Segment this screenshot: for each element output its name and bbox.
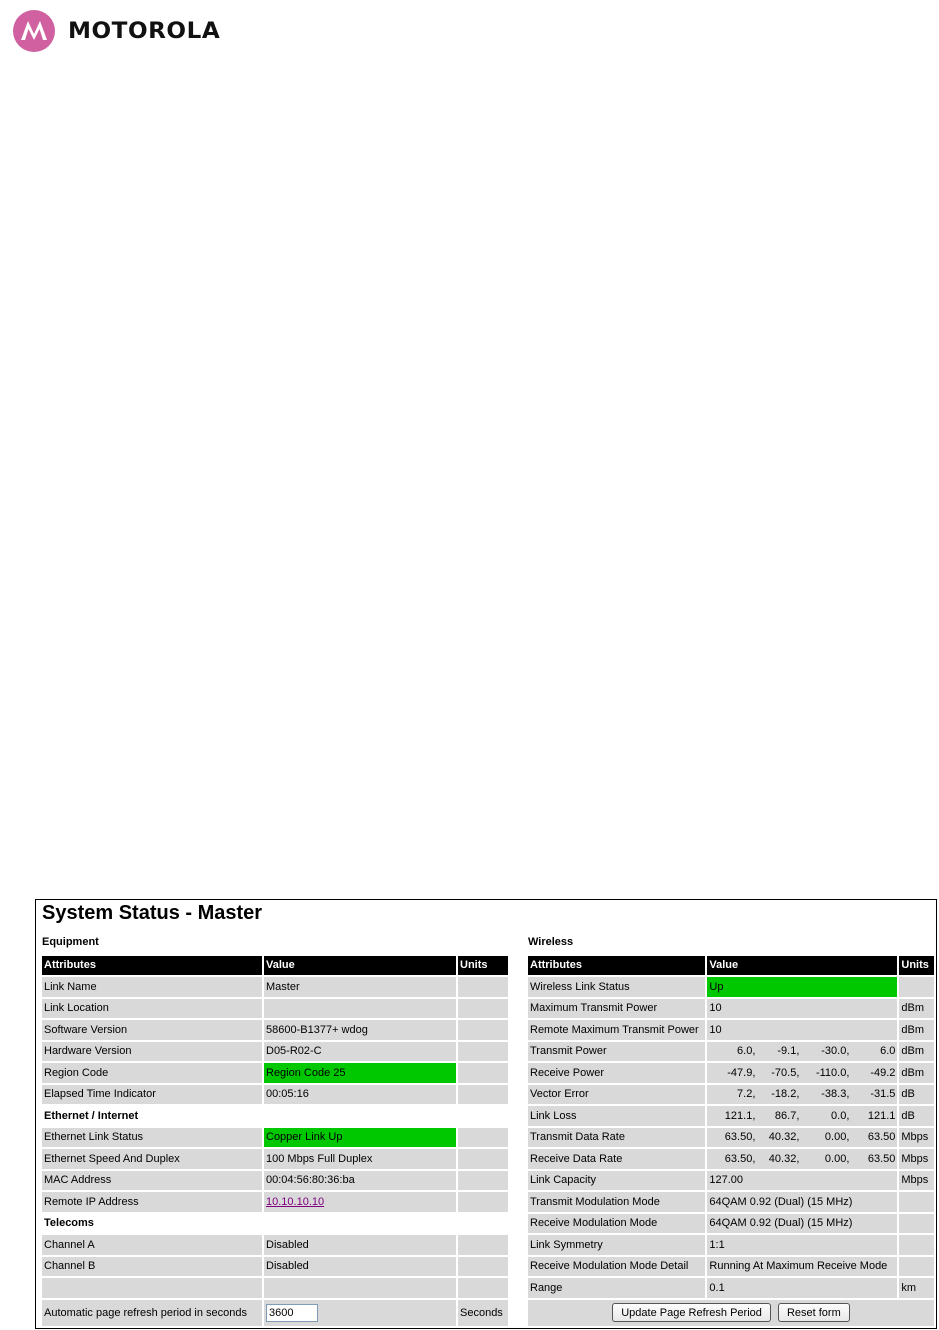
row-attribute: Receive Data Rate xyxy=(528,1149,705,1169)
table-row xyxy=(42,977,508,997)
wireless-section-title: Wireless xyxy=(528,936,574,948)
table-row xyxy=(528,1085,934,1105)
table-row xyxy=(528,1257,934,1277)
stat-value: -18.2, xyxy=(771,1088,800,1101)
stat-value: 86.7, xyxy=(774,1109,800,1122)
row-value: 10 xyxy=(707,1020,897,1040)
row-units xyxy=(899,1235,934,1255)
row-units xyxy=(458,1128,508,1148)
row-value: 64QAM 0.92 (Dual) (15 MHz) xyxy=(707,1192,897,1212)
row-units xyxy=(458,1149,508,1169)
stat-value: 63.50, xyxy=(724,1152,756,1165)
stat-value: 63.50, xyxy=(724,1131,756,1144)
row-units: dB xyxy=(899,1085,934,1105)
motorola-logo xyxy=(13,9,221,53)
row-value xyxy=(707,1042,897,1062)
stat-value: -47.9, xyxy=(727,1066,756,1079)
row-units xyxy=(458,1257,508,1277)
remote-ip-link[interactable]: 10.10.10.10 xyxy=(266,1195,325,1208)
row-value: Disabled xyxy=(264,1257,456,1277)
row-value: 10 xyxy=(707,999,897,1019)
table-row xyxy=(42,1020,508,1040)
row-value xyxy=(707,1106,897,1126)
row-units xyxy=(458,977,508,997)
row-units xyxy=(899,1257,934,1277)
row-attribute: Region Code xyxy=(42,1063,262,1083)
table-row xyxy=(42,1042,508,1062)
region-code-status: Region Code 25 xyxy=(264,1063,456,1083)
row-value xyxy=(707,1085,897,1105)
row-attribute: Remote Maximum Transmit Power xyxy=(528,1020,705,1040)
row-attribute: Hardware Version xyxy=(42,1042,262,1062)
reset-form-button[interactable]: Reset form xyxy=(778,1303,850,1322)
row-value: 0.1 xyxy=(707,1278,897,1298)
row-attribute: Receive Power xyxy=(528,1063,705,1083)
row-attribute: Link Name xyxy=(42,977,262,997)
table-row xyxy=(528,999,934,1019)
table-row xyxy=(528,1278,934,1298)
row-value: D05-R02-C xyxy=(264,1042,456,1062)
empty-cell xyxy=(42,1278,262,1298)
wireless-column xyxy=(526,932,936,1328)
row-value: Running At Maximum Receive Mode xyxy=(707,1257,897,1277)
stat-value: 40.32, xyxy=(768,1152,800,1165)
stat-value: -31.5 xyxy=(870,1088,896,1101)
table-row xyxy=(528,1171,934,1191)
stat-value: 6.0 xyxy=(880,1045,896,1058)
stat-value: 0.0, xyxy=(831,1109,850,1122)
equipment-column xyxy=(40,932,510,1328)
row-units xyxy=(899,1214,934,1234)
section-row xyxy=(42,1214,508,1234)
row-units xyxy=(458,1235,508,1255)
row-attribute: Ethernet Link Status xyxy=(42,1128,262,1148)
row-value xyxy=(707,1063,897,1083)
refresh-row xyxy=(42,1300,508,1326)
header-attributes: Attributes xyxy=(42,956,262,976)
row-attribute: Transmit Power xyxy=(528,1042,705,1062)
row-value xyxy=(707,1128,897,1148)
table-row xyxy=(42,1192,508,1212)
button-row xyxy=(528,1300,934,1326)
page-title: System Status - Master xyxy=(42,902,263,924)
empty-row xyxy=(42,1278,508,1298)
stat-value: 63.50 xyxy=(867,1152,896,1165)
row-value: Master xyxy=(264,977,456,997)
row-attribute: Range xyxy=(528,1278,705,1298)
table-row xyxy=(528,1235,934,1255)
row-units: Mbps xyxy=(899,1171,934,1191)
table-row xyxy=(42,1063,508,1083)
row-value: Disabled xyxy=(264,1235,456,1255)
empty-cell xyxy=(264,1278,456,1298)
table-row xyxy=(528,1042,934,1062)
empty-cell xyxy=(458,1278,508,1298)
table-row xyxy=(528,977,934,997)
row-units: dB xyxy=(899,1106,934,1126)
row-units xyxy=(458,1192,508,1212)
table-row xyxy=(528,1063,934,1083)
header-value: Value xyxy=(264,956,456,976)
stat-value: 0.00, xyxy=(824,1152,850,1165)
row-units xyxy=(899,977,934,997)
wireless-table xyxy=(526,954,936,1328)
row-units: dBm xyxy=(899,1042,934,1062)
table-row xyxy=(42,1149,508,1169)
row-value: 58600-B1377+ wdog xyxy=(264,1020,456,1040)
table-row xyxy=(528,1020,934,1040)
row-attribute: Link Symmetry xyxy=(528,1235,705,1255)
stat-value: -70.5, xyxy=(771,1066,800,1079)
row-attribute: Remote IP Address xyxy=(42,1192,262,1212)
row-value: 1:1 xyxy=(707,1235,897,1255)
row-units: km xyxy=(899,1278,934,1298)
telecoms-section-title: Telecoms xyxy=(42,1214,508,1234)
row-attribute: Receive Modulation Mode Detail xyxy=(528,1257,705,1277)
remote-ip-cell xyxy=(264,1192,456,1212)
form-buttons xyxy=(528,1300,934,1326)
stat-value: -38.3, xyxy=(821,1088,850,1101)
row-units xyxy=(458,1042,508,1062)
row-value: 100 Mbps Full Duplex xyxy=(264,1149,456,1169)
row-units: dBm xyxy=(899,999,934,1019)
stat-value: 40.32, xyxy=(768,1131,800,1144)
stat-value: -110.0, xyxy=(815,1066,850,1079)
row-units xyxy=(458,999,508,1019)
table-row xyxy=(42,1128,508,1148)
row-units: dBm xyxy=(899,1063,934,1083)
equipment-table xyxy=(40,954,510,1328)
row-value: 00:05:16 xyxy=(264,1085,456,1105)
row-units: Mbps xyxy=(899,1128,934,1148)
equipment-section-title: Equipment xyxy=(42,936,99,948)
refresh-label: Automatic page refresh period in seconds xyxy=(42,1300,262,1326)
stat-value: 63.50 xyxy=(867,1131,896,1144)
row-attribute: Channel A xyxy=(42,1235,262,1255)
motorola-batwing-icon xyxy=(13,10,55,52)
row-attribute: Receive Modulation Mode xyxy=(528,1214,705,1234)
row-attribute: Link Location xyxy=(42,999,262,1019)
stat-value: 7.2, xyxy=(737,1088,756,1101)
header-units: Units xyxy=(899,956,934,976)
stat-value: -9.1, xyxy=(777,1045,800,1058)
row-attribute: Wireless Link Status xyxy=(528,977,705,997)
row-units: Mbps xyxy=(899,1149,934,1169)
row-units xyxy=(458,1085,508,1105)
header-attributes: Attributes xyxy=(528,956,705,976)
table-row xyxy=(42,1235,508,1255)
row-value: 127.00 xyxy=(707,1171,897,1191)
table-row xyxy=(528,1214,934,1234)
wireless-link-status: Up xyxy=(707,977,897,997)
row-attribute: Transmit Data Rate xyxy=(528,1128,705,1148)
refresh-period-input[interactable] xyxy=(266,1304,318,1322)
ethernet-link-status: Copper Link Up xyxy=(264,1128,456,1148)
row-units: dBm xyxy=(899,1020,934,1040)
stat-value: 121.1 xyxy=(867,1109,896,1122)
table-row xyxy=(42,1257,508,1277)
system-status-panel xyxy=(35,899,937,1329)
row-units xyxy=(458,1063,508,1083)
table-header-row xyxy=(528,956,934,976)
table-row xyxy=(42,1085,508,1105)
row-value: 00:04:56:80:36:ba xyxy=(264,1171,456,1191)
table-row xyxy=(42,999,508,1019)
row-attribute: Ethernet Speed And Duplex xyxy=(42,1149,262,1169)
row-attribute: Elapsed Time Indicator xyxy=(42,1085,262,1105)
table-row xyxy=(528,1106,934,1126)
row-attribute: Maximum Transmit Power xyxy=(528,999,705,1019)
refresh-units: Seconds xyxy=(458,1300,508,1326)
row-attribute: Vector Error xyxy=(528,1085,705,1105)
stat-value: 6.0, xyxy=(737,1045,756,1058)
ethernet-section-title: Ethernet / Internet xyxy=(42,1106,508,1126)
brand-name: MOTOROLA xyxy=(68,18,221,44)
row-attribute: MAC Address xyxy=(42,1171,262,1191)
refresh-input-cell xyxy=(264,1300,456,1326)
row-value xyxy=(264,999,456,1019)
row-attribute: Link Loss xyxy=(528,1106,705,1126)
row-units xyxy=(899,1192,934,1212)
row-attribute: Link Capacity xyxy=(528,1171,705,1191)
row-value xyxy=(707,1149,897,1169)
row-units xyxy=(458,1020,508,1040)
stat-value: -49.2 xyxy=(870,1066,896,1079)
row-attribute: Software Version xyxy=(42,1020,262,1040)
table-header-row xyxy=(42,956,508,976)
table-row xyxy=(42,1171,508,1191)
header-value: Value xyxy=(707,956,897,976)
stat-value: 121.1, xyxy=(724,1109,756,1122)
header-units: Units xyxy=(458,956,508,976)
table-row xyxy=(528,1149,934,1169)
table-row xyxy=(528,1128,934,1148)
row-units xyxy=(458,1171,508,1191)
row-value: 64QAM 0.92 (Dual) (15 MHz) xyxy=(707,1214,897,1234)
table-row xyxy=(528,1192,934,1212)
row-attribute: Channel B xyxy=(42,1257,262,1277)
update-refresh-period-button[interactable]: Update Page Refresh Period xyxy=(612,1303,771,1322)
row-attribute: Transmit Modulation Mode xyxy=(528,1192,705,1212)
stat-value: 0.00, xyxy=(824,1131,850,1144)
section-row xyxy=(42,1106,508,1126)
stat-value: -30.0, xyxy=(821,1045,850,1058)
